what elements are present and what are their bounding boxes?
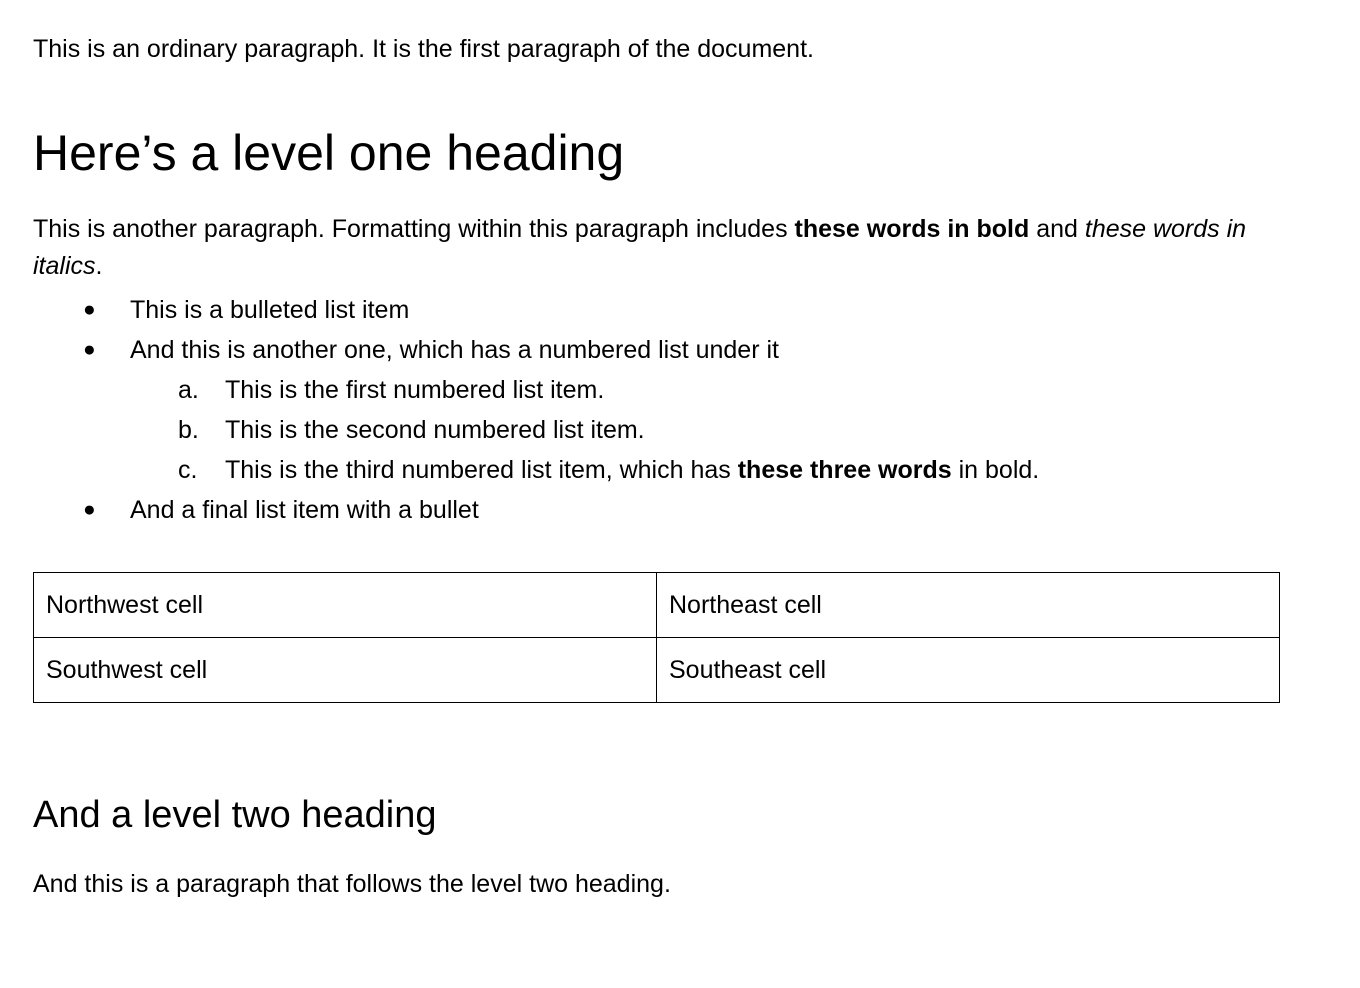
numbered-list-item (33, 370, 1280, 410)
numbered-item-label: This is the second numbered list item. (225, 415, 645, 444)
numbered-item-bold-run: these three words (737, 455, 952, 484)
numbered-list-item (33, 450, 1280, 490)
list-item (33, 490, 1280, 530)
list-letter-marker: a. (178, 375, 199, 404)
list-item-label: This is a bulleted list item (130, 295, 410, 324)
table-cell-southeast: Southeast cell (657, 637, 1280, 702)
list-item (33, 290, 1280, 330)
bullet-icon: ● (83, 297, 96, 321)
numbered-item-normal-run: in bold. (951, 455, 1040, 484)
paragraph-formatting-bold-run: these words in bold (794, 214, 1030, 243)
list-item (33, 330, 1280, 370)
paragraph-formatting-normal-run: and (1029, 214, 1085, 243)
numbered-item-normal-run: This is the third numbered list item, which has (225, 455, 738, 484)
bullet-icon: ● (83, 497, 96, 521)
table-row (34, 572, 1280, 637)
list-letter-marker: c. (178, 455, 198, 484)
bullet-icon: ● (83, 337, 96, 361)
table (33, 572, 1280, 703)
list-item-label: And a final list item with a bullet (130, 495, 479, 524)
paragraph-formatting-italic-run: these words in italics (33, 214, 1247, 280)
paragraph-formatting (33, 211, 1280, 286)
paragraph-first: This is an ordinary paragraph. It is the first paragraph of the document. (33, 35, 814, 63)
heading-level-2: And a level two heading (33, 793, 437, 836)
paragraph-after-heading-2: And this is a paragraph that follows the level two heading. (33, 870, 671, 899)
numbered-list-item (33, 410, 1280, 450)
table-cell-southwest: Southwest cell (34, 637, 657, 702)
numbered-item-label (225, 450, 1039, 490)
list-letter-marker: b. (178, 415, 199, 444)
table-cell-northwest: Northwest cell (34, 572, 657, 637)
list-item-label: And this is another one, which has a numbered list under it (130, 335, 779, 364)
table-cell-northeast: Northeast cell (657, 572, 1280, 637)
numbered-item-label: This is the first numbered list item. (225, 375, 605, 404)
paragraph-formatting-normal-run: . (95, 252, 103, 280)
bullet-list (33, 290, 1280, 530)
paragraph-formatting-normal-run: This is another paragraph. Formatting within this paragraph includes (33, 214, 795, 243)
heading-level-1: Here’s a level one heading (33, 124, 625, 181)
table-row (34, 637, 1280, 702)
